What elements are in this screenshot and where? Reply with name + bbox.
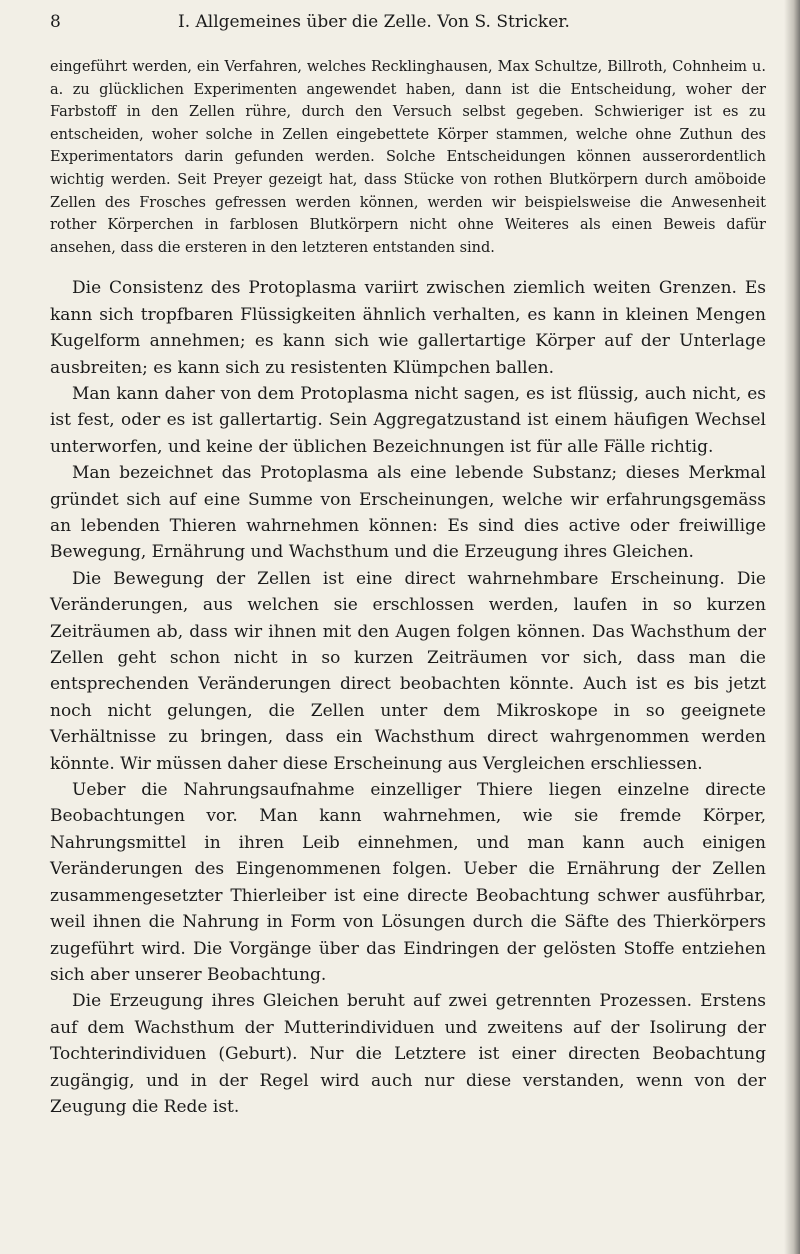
page-header bbox=[50, 12, 770, 38]
paragraph-aggregate-state: Man kann daher von dem Protoplasma nicht sagen, es ist flüssig, auch nicht, es ist fest, oder es ist gallertartig. Sein Aggregatzustand ist einem häufigen Wechsel unterworfen, und keine der üblichen Bezeichnungen ist für alle Fälle richtig. bbox=[50, 383, 766, 457]
body-text bbox=[50, 56, 766, 1120]
paragraph-movement: Die Bewegung der Zellen ist eine direct wahrnehmbare Erscheinung. Die Veränderungen, aus welchen sie erschlossen werden, laufen in so kurzen Zeiträumen ab, dass wir ihnen mit den Augen folgen können. Das Wachsthum der Zellen geht schon nicht in so kurzen Zeiträumen vor sich, dass man die entsprechenden Veränderungen direct beobachten könnte. Auch ist es bis jetzt noch nicht gelungen, die Zellen unter dem Mikroskope in so geeignete Verhältnisse zu bringen, dass ein Wachsthum direct wahrgenommen werden könnte. Wir müssen daher diese Erscheinung aus Vergleichen erschliessen. bbox=[50, 568, 766, 774]
page-edge-shadow bbox=[784, 0, 800, 1254]
running-title: I. Allgemeines über die Zelle. Von S. Stricker. bbox=[178, 12, 570, 32]
paragraph-reproduction: Die Erzeugung ihres Gleichen beruht auf zwei getrennten Prozessen. Erstens auf dem Wachsthum der Mutterindividuen und zweitens auf der Isolirung der Tochterindividuen (Geburt). Nur die Letztere ist einer directen Beobachtung zugängig, und in der Regel wird auch nur diese verstanden, wenn von der Zeugung die Rede ist. bbox=[50, 991, 766, 1117]
small-print-paragraph: eingeführt werden, ein Verfahren, welches Recklinghausen, Max Schultze, Billroth, Cohnheim u. a. zu glücklichen Experimenten angewendet haben, dann ist die Entscheidung, woher der Farbstoff in den Zellen rühre, durch den Versuch selbst gegeben. Schwieriger ist es zu entscheiden, woher solche in Zellen eingebettete Körper stammen, welche ohne Zuthun des Experimentators darin gefunden werden. Solche Entscheidungen können ausserordentlich wichtig werden. Seit Preyer gezeigt hat, dass Stücke von rothen Blutkörpern durch amöboide Zellen des Frosches gefressen werden können, werden wir beispielsweise die Anwesenheit rother Körperchen in farblosen Blutkörpern nicht ohne Weiteres als einen Beweis dafür ansehen, dass die ersteren in den letzteren entstanden sind. bbox=[50, 59, 766, 256]
page-number: 8 bbox=[50, 12, 61, 32]
paragraph-living-substance: Man bezeichnet das Protoplasma als eine lebende Substanz; dieses Merkmal gründet sich auf eine Summe von Erscheinungen, welche wir erfahrungsgemäss an lebenden Thieren wahrnehmen können: Es sind dies active oder freiwillige Bewegung, Ernährung und Wachsthum und die Erzeugung ihres Gleichen. bbox=[50, 463, 766, 563]
paragraph-nutrition: Ueber die Nahrungsaufnahme einzelliger Thiere liegen einzelne directe Beobachtungen vor. Man kann wahrnehmen, wie sie fremde Körper, Nahrungsmittel in ihren Leib einnehmen, und man kann auch einigen Veränderungen des Eingenommenen folgen. Ueber die Ernährung der Zellen zusammengesetzter Thierleiber ist eine directe Beobachtung schwer ausführbar, weil ihnen die Nahrung in Form von Lösungen durch die Säfte des Thierkörpers zugeführt wird. Die Vorgänge über das Eindringen der gelösten Stoffe entziehen sich aber unserer Beobachtung. bbox=[50, 780, 766, 985]
paragraph-consistency: Die Consistenz des Protoplasma variirt zwischen ziemlich weiten Grenzen. Es kann sich tropfbaren Flüssigkeiten ähnlich verhalten, es kann in kleinen Mengen Kugelform annehmen; es kann sich wie gallertartige Körper auf der Unterlage ausbreiten; es kann sich zu resistenten Klümpchen ballen. bbox=[50, 278, 766, 378]
